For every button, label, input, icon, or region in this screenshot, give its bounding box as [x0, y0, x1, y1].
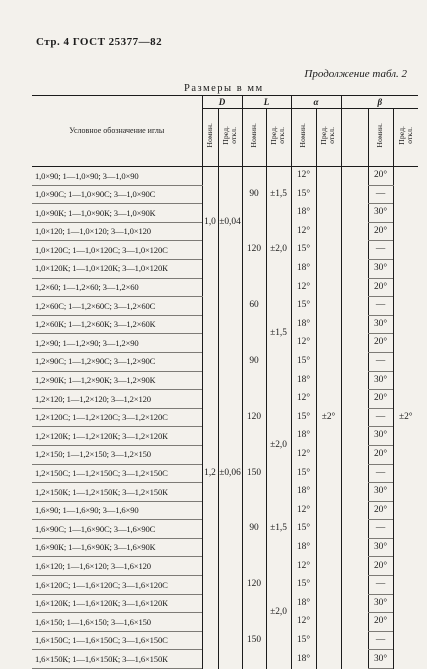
needle-designation: 1,0×90; 1—1,0×90; 3—1,0×90: [32, 167, 202, 186]
needle-designation: 1,6×150К; 1—1,6×150К; 3—1,6×150К: [32, 650, 202, 669]
alpha-nominal: 15°: [291, 241, 316, 260]
needle-designation: 1,2×60К; 1—1,2×60К; 3—1,2×60К: [32, 315, 202, 334]
l-tolerance-cell: ±2,0: [266, 390, 291, 502]
needle-designation: 1,6×120К; 1—1,6×120К; 3—1,6×120К: [32, 594, 202, 613]
alpha-nominal: 18°: [291, 259, 316, 278]
alpha-nominal: 12°: [291, 613, 316, 632]
beta-nominal: —: [368, 631, 393, 650]
beta-nominal: —: [368, 185, 393, 204]
beta-tolerance-cell: ±2°: [393, 167, 418, 669]
needle-designation: 1,6×150; 1—1,6×150; 3—1,6×150: [32, 613, 202, 632]
beta-nominal: —: [368, 297, 393, 316]
needle-designation: 1,2×150; 1—1,2×150; 3—1,2×150: [32, 445, 202, 464]
alpha-nominal: 18°: [291, 371, 316, 390]
alpha-nominal: 12°: [291, 501, 316, 520]
beta-nominal: —: [368, 520, 393, 539]
sizes-unit-label: Размеры в мм: [184, 83, 264, 94]
alpha-nominal: 12°: [291, 390, 316, 409]
beta-nominal: 30°: [368, 204, 393, 223]
needle-designation: 1,6×90К; 1—1,6×90К; 3—1,6×90К: [32, 538, 202, 557]
beta-nominal: 20°: [368, 445, 393, 464]
alpha-nominal: 12°: [291, 167, 316, 186]
alpha-nominal: 15°: [291, 408, 316, 427]
alpha-nominal: 12°: [291, 445, 316, 464]
alpha-group-header: α: [291, 96, 341, 109]
alpha-nominal: 15°: [291, 185, 316, 204]
needle-designation: 1,2×120К; 1—1,2×120К; 3—1,2×120К: [32, 427, 202, 446]
needle-designation: 1,2×150С; 1—1,2×150С; 3—1,2×150С: [32, 464, 202, 483]
beta-spacer-cell: [341, 167, 368, 669]
beta-nominal: 20°: [368, 390, 393, 409]
d-tolerance-cell: ±0,06: [218, 278, 242, 668]
l-nominal-cell: 150: [242, 613, 266, 669]
alpha-nominal: 18°: [291, 204, 316, 223]
beta-spacer-header: [341, 109, 368, 167]
d-group-header: D: [202, 96, 242, 109]
l-nominal-cell: 90: [242, 167, 266, 223]
l-nominal-header: Номин.: [242, 109, 266, 167]
beta-nominal: 20°: [368, 334, 393, 353]
alpha-nominal: 15°: [291, 576, 316, 595]
beta-nominal: 30°: [368, 650, 393, 669]
beta-nominal: 30°: [368, 259, 393, 278]
needle-designation: 1,2×120С; 1—1,2×120С; 3—1,2×120С: [32, 408, 202, 427]
beta-nominal: —: [368, 464, 393, 483]
alpha-nominal: 15°: [291, 297, 316, 316]
beta-nominal: 30°: [368, 315, 393, 334]
needle-dimensions-table: [32, 95, 418, 669]
alpha-nominal: 12°: [291, 557, 316, 576]
beta-nominal: 20°: [368, 167, 393, 186]
needle-designation: 1,2×90; 1—1,2×90; 3—1,2×90: [32, 334, 202, 353]
alpha-nominal: 18°: [291, 483, 316, 502]
beta-nominal: 20°: [368, 278, 393, 297]
needle-designation: 1,2×90С; 1—1,2×90С; 3—1,2×90С: [32, 352, 202, 371]
alpha-nominal: 12°: [291, 334, 316, 353]
d-nominal-cell: 1,0: [202, 167, 218, 279]
beta-group-header: β: [341, 96, 418, 109]
l-tolerance-header: Пред. откл.: [266, 109, 291, 167]
needle-designation: 1,0×120К; 1—1,0×120К; 3—1,0×120К: [32, 259, 202, 278]
table-row: [32, 167, 418, 186]
alpha-tolerance-cell: ±2°: [316, 167, 341, 669]
alpha-nominal: 18°: [291, 650, 316, 669]
d-nominal-cell: 1,2: [202, 278, 218, 668]
needle-designation: 1,6×90С; 1—1,6×90С; 3—1,6×90С: [32, 520, 202, 539]
beta-nominal: 20°: [368, 613, 393, 632]
beta-nominal: 30°: [368, 371, 393, 390]
needle-designation: 1,6×120С; 1—1,6×120С; 3—1,6×120С: [32, 576, 202, 595]
beta-nominal: —: [368, 241, 393, 260]
d-tolerance-cell: ±0,04: [218, 167, 242, 279]
l-tolerance-cell: ±1,5: [266, 278, 291, 390]
l-tolerance-cell: ±2,0: [266, 557, 291, 669]
alpha-tolerance-header: Пред. откл.: [316, 109, 341, 167]
l-tolerance-cell: ±2,0: [266, 222, 291, 278]
beta-nominal: 30°: [368, 594, 393, 613]
l-nominal-cell: 60: [242, 278, 266, 334]
beta-nominal: 20°: [368, 501, 393, 520]
needle-designation: 1,6×90; 1—1,6×90; 3—1,6×90: [32, 501, 202, 520]
beta-nominal: 30°: [368, 427, 393, 446]
beta-tolerance-header: Пред. откл.: [393, 109, 418, 167]
d-tolerance-header: Пред. откл.: [218, 109, 242, 167]
needle-designation: 1,0×120С; 1—1,0×120С; 3—1,0×120С: [32, 241, 202, 260]
designation-header: Условное обозначение иглы: [32, 96, 202, 167]
needle-designation: 1,0×120; 1—1,0×120; 3—1,0×120: [32, 222, 202, 241]
alpha-nominal: 15°: [291, 352, 316, 371]
beta-nominal: —: [368, 576, 393, 595]
alpha-nominal: 18°: [291, 538, 316, 557]
l-nominal-cell: 120: [242, 390, 266, 446]
l-tolerance-cell: ±1,5: [266, 501, 291, 557]
needle-designation: 1,6×120; 1—1,6×120; 3—1,6×120: [32, 557, 202, 576]
alpha-nominal: 12°: [291, 278, 316, 297]
beta-nominal: —: [368, 352, 393, 371]
needle-designation: 1,2×90К; 1—1,2×90К; 3—1,2×90К: [32, 371, 202, 390]
needle-designation: 1,2×60; 1—1,2×60; 3—1,2×60: [32, 278, 202, 297]
beta-nominal: 20°: [368, 557, 393, 576]
d-nominal-header: Номин.: [202, 109, 218, 167]
l-nominal-cell: 90: [242, 334, 266, 390]
beta-nominal: —: [368, 408, 393, 427]
alpha-nominal: 18°: [291, 594, 316, 613]
needle-designation: 1,0×90К; 1—1,0×90К; 3—1,0×90К: [32, 204, 202, 223]
l-nominal-cell: 90: [242, 501, 266, 557]
table-continuation-label: Продолжение табл. 2: [304, 68, 407, 80]
page-header: Стр. 4 ГОСТ 25377—82: [36, 36, 163, 48]
beta-nominal: 20°: [368, 222, 393, 241]
needle-designation: 1,0×90С; 1—1,0×90С; 3—1,0×90С: [32, 185, 202, 204]
beta-nominal: 30°: [368, 483, 393, 502]
l-nominal-cell: 120: [242, 222, 266, 278]
alpha-nominal: 12°: [291, 222, 316, 241]
alpha-nominal: 15°: [291, 631, 316, 650]
l-group-header: L: [242, 96, 291, 109]
beta-nominal-header: Номин.: [368, 109, 393, 167]
alpha-nominal: 18°: [291, 427, 316, 446]
beta-nominal: 30°: [368, 538, 393, 557]
l-nominal-cell: 120: [242, 557, 266, 613]
needle-designation: 1,2×150К; 1—1,2×150К; 3—1,2×150К: [32, 483, 202, 502]
l-nominal-cell: 150: [242, 445, 266, 501]
needle-designation: 1,6×150С; 1—1,6×150С; 3—1,6×150С: [32, 631, 202, 650]
alpha-nominal: 18°: [291, 315, 316, 334]
alpha-nominal: 15°: [291, 520, 316, 539]
needle-designation: 1,2×60С; 1—1,2×60С; 3—1,2×60С: [32, 297, 202, 316]
alpha-nominal: 15°: [291, 464, 316, 483]
l-tolerance-cell: ±1,5: [266, 167, 291, 223]
alpha-nominal-header: Номин.: [291, 109, 316, 167]
table-body: [32, 167, 418, 669]
needle-designation: 1,2×120; 1—1,2×120; 3—1,2×120: [32, 390, 202, 409]
